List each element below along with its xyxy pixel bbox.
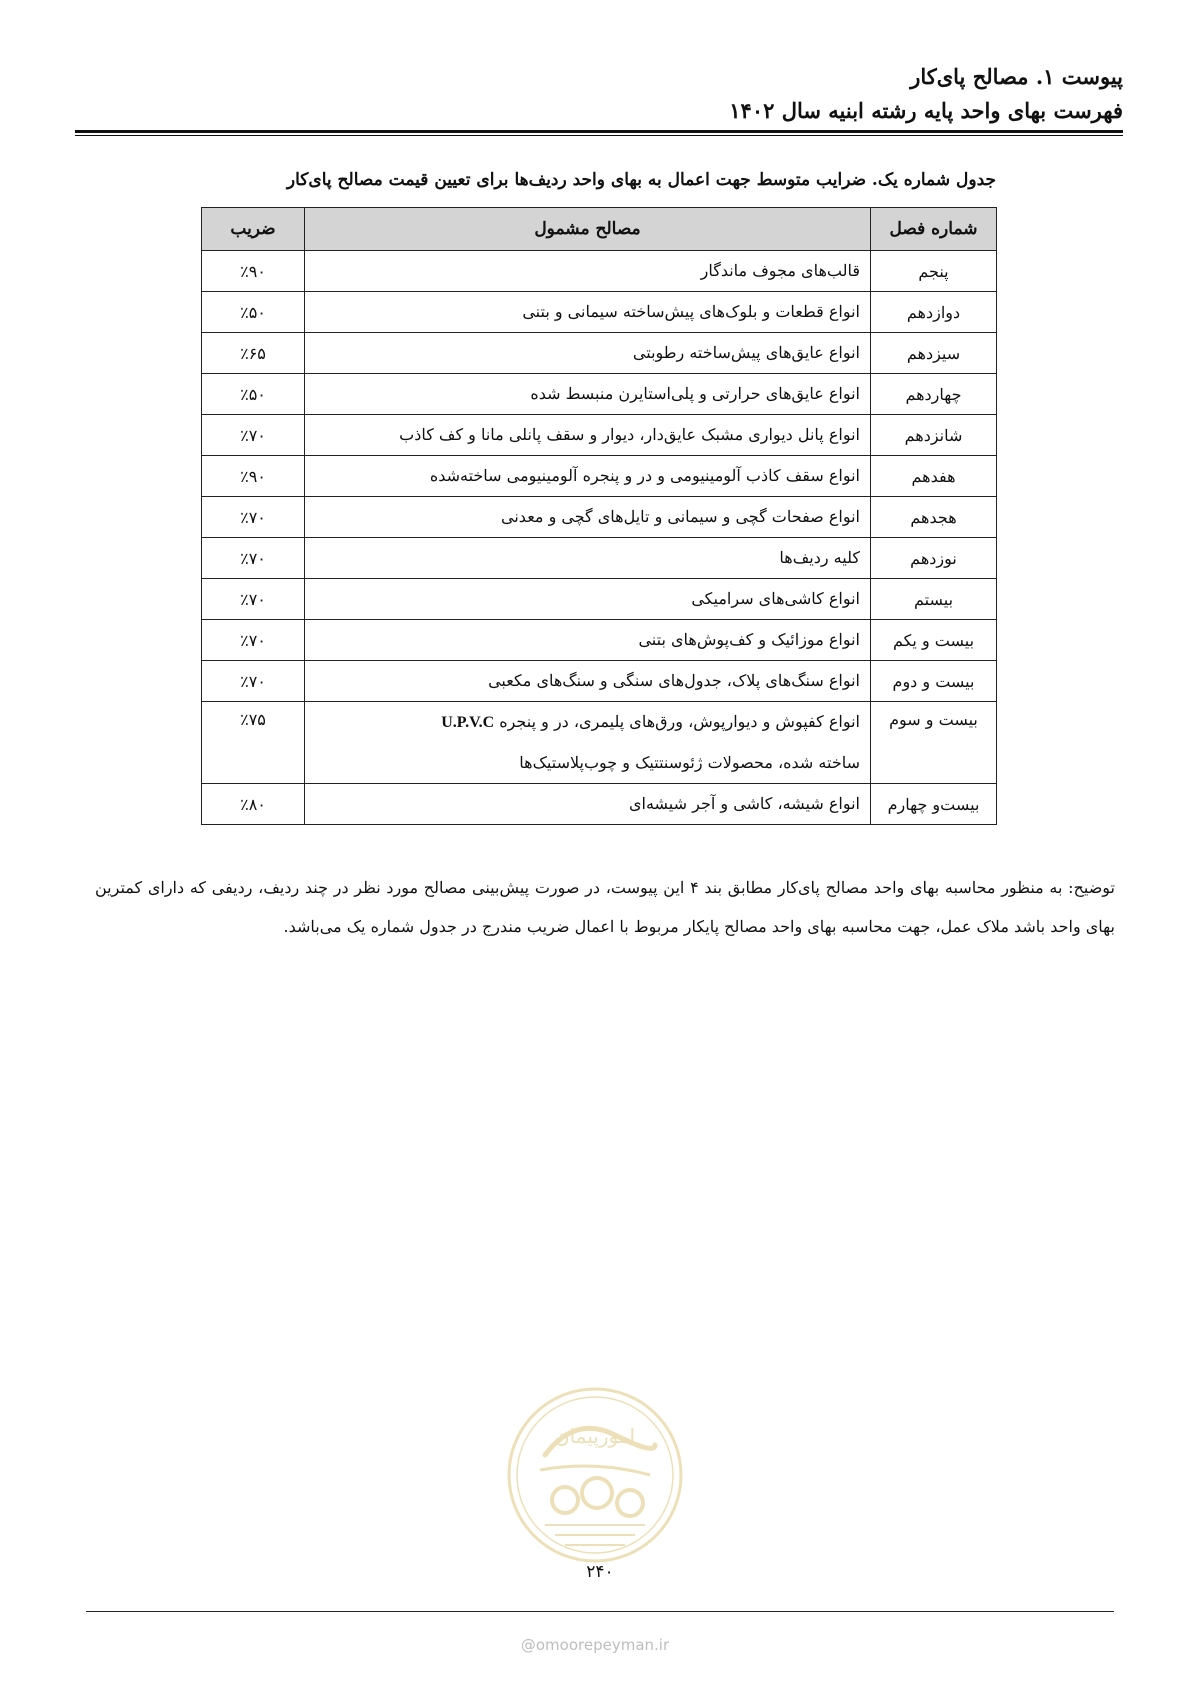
materials-text-line2: ساخته شده، محصولات ژئوسنتتیک و چوب‌پلاستیک‌ها	[519, 753, 860, 772]
chapter-cell: بیست و یکم	[871, 620, 997, 661]
coefficient-cell: ٪۷۰	[202, 415, 305, 456]
materials-cell: انواع سقف کاذب آلومینیومی و در و پنجره آلومینیومی ساخته‌شده	[305, 456, 871, 497]
coefficient-cell: ٪۶۵	[202, 333, 305, 374]
coefficient-cell: ٪۷۰	[202, 538, 305, 579]
table-header-row	[202, 208, 997, 251]
price-list-title: فهرست بهای واحد پایه رشته ابنیه سال ۱۴۰۲	[729, 98, 1123, 123]
table-row	[202, 374, 997, 415]
chapter-cell: چهاردهم	[871, 374, 997, 415]
materials-cell: قالب‌های مجوف ماندگار	[305, 251, 871, 292]
coefficient-cell: ٪۵۰	[202, 374, 305, 415]
table-row	[202, 497, 997, 538]
upvc-label: U.P.V.C	[441, 714, 495, 731]
coefficient-cell: ٪۵۰	[202, 292, 305, 333]
chapter-cell: سیزدهم	[871, 333, 997, 374]
chapter-cell: نوزدهم	[871, 538, 997, 579]
chapter-cell: شانزدهم	[871, 415, 997, 456]
header-coefficient: ضریب	[202, 208, 305, 251]
chapter-cell: پنجم	[871, 251, 997, 292]
header-chapter: شماره فصل	[871, 208, 997, 251]
materials-text-line1: انواع کفپوش و دیوارپوش، ورق‌های پلیمری، در و پنجره	[499, 712, 860, 731]
table-caption: جدول شماره یک. ضرایب متوسط جهت اعمال به بهای واحد ردیف‌ها برای تعیین قیمت مصالح پای‌کار	[286, 170, 996, 190]
coefficient-cell: ٪۷۵	[202, 702, 305, 784]
coefficient-cell: ٪۹۰	[202, 251, 305, 292]
table-row	[202, 538, 997, 579]
chapter-cell: بیست و دوم	[871, 661, 997, 702]
footer-url[interactable]: @omoorepeyman.ir	[520, 1636, 670, 1654]
table-row	[202, 333, 997, 374]
materials-cell: انواع عایق‌های حرارتی و پلی‌استایرن منبسط شده	[305, 374, 871, 415]
header-rule-thick	[75, 130, 1123, 133]
chapter-cell: بیستم	[871, 579, 997, 620]
materials-cell: انواع سنگ‌های پلاک، جدول‌های سنگی و سنگ‌های مکعبی	[305, 661, 871, 702]
coefficient-cell: ٪۹۰	[202, 456, 305, 497]
materials-cell: انواع قطعات و بلوک‌های پیش‌ساخته سیمانی و بتنی	[305, 292, 871, 333]
table-row	[202, 292, 997, 333]
header-materials: مصالح مشمول	[305, 208, 871, 251]
materials-cell: انواع پانل دیواری مشبک عایق‌دار، دیوار و سقف پانلی مانا و کف کاذب	[305, 415, 871, 456]
chapter-cell: بیست و سوم	[871, 702, 997, 784]
appendix-title: پیوست ۱. مصالح پای‌کار	[910, 64, 1123, 89]
materials-cell: کلیه ردیف‌ها	[305, 538, 871, 579]
coefficient-cell: ٪۷۰	[202, 661, 305, 702]
table-row	[202, 620, 997, 661]
chapter-cell: دوازدهم	[871, 292, 997, 333]
materials-cell: انواع شیشه، کاشی و آجر شیشه‌ای	[305, 784, 871, 825]
coefficient-cell: ٪۸۰	[202, 784, 305, 825]
materials-cell: انواع کاشی‌های سرامیکی	[305, 579, 871, 620]
materials-cell: انواع صفحات گچی و سیمانی و تایل‌های گچی و معدنی	[305, 497, 871, 538]
chapter-cell: هجدهم	[871, 497, 997, 538]
coefficient-cell: ٪۷۰	[202, 579, 305, 620]
chapter-cell: هفدهم	[871, 456, 997, 497]
page-header	[75, 60, 1123, 128]
page-number: ۲۴۰	[586, 1562, 614, 1582]
header-rule-thin	[75, 135, 1123, 136]
materials-cell	[305, 702, 871, 784]
coefficient-cell: ٪۷۰	[202, 497, 305, 538]
omoorepeyman-logo-watermark	[505, 1385, 685, 1565]
table-row	[202, 702, 997, 784]
materials-cell: انواع موزائیک و کف‌پوش‌های بتنی	[305, 620, 871, 661]
table-row	[202, 456, 997, 497]
table-row	[202, 661, 997, 702]
table-row	[202, 251, 997, 292]
table-row	[202, 415, 997, 456]
coefficients-table	[201, 207, 997, 825]
chapter-cell: بیست‌و چهارم	[871, 784, 997, 825]
table-row	[202, 579, 997, 620]
table-row	[202, 784, 997, 825]
coefficient-cell: ٪۷۰	[202, 620, 305, 661]
footer-rule	[86, 1611, 1114, 1612]
explanatory-note: توضیح: به منظور محاسبه بهای واحد مصالح پای‌کار مطابق بند ۴ این پیوست، در صورت پیش‌بینی مصالح مورد نظر در چند ردیف، ردیفی که دارای کمترین بهای واحد باشد ملاک عمل، جهت محاسبه بهای واحد مصالح پایکار مربوط با اعمال ضریب مندرج در جدول شماره یک می‌باشد.	[95, 878, 1116, 936]
materials-cell: انواع عایق‌های پیش‌ساخته رطوبتی	[305, 333, 871, 374]
watermark-text: امورپیمان	[554, 1424, 636, 1448]
